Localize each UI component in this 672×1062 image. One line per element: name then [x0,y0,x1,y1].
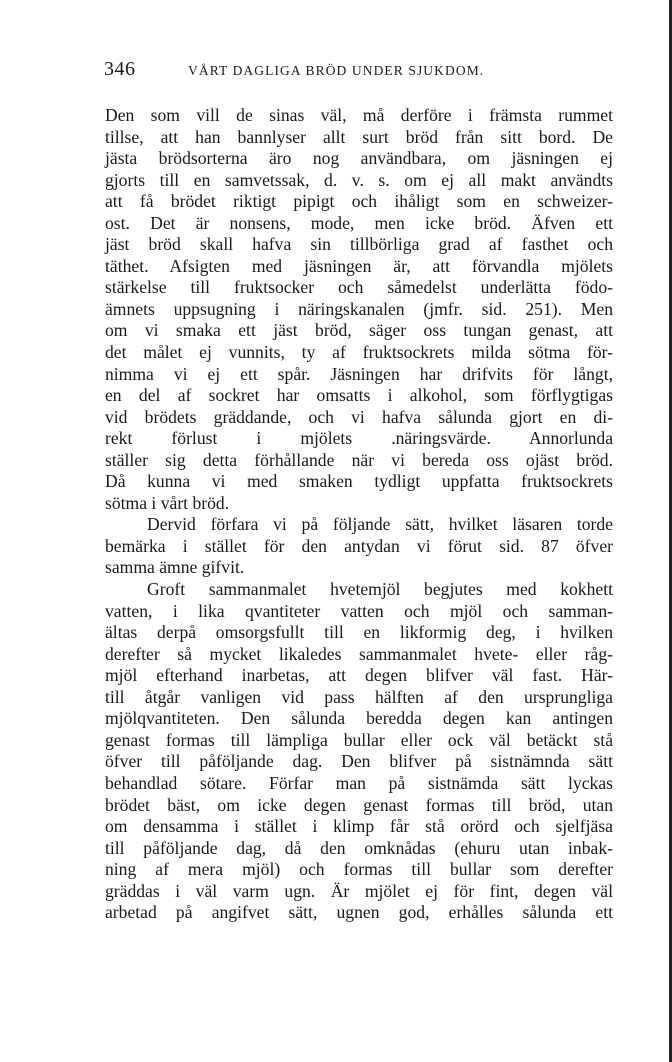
text-line: mjölqvantiteten. Den sålunda beredda degen kan antingen [105,708,613,729]
text-line: gjorts till en samvetssak, d. v. s. om ej all makt användts [105,169,613,190]
text-line: ost. Det är nonsens, mode, men icke bröd. Äfven ett [105,212,613,233]
text-line: ställer sig detta förhållande när vi bereda oss ojäst bröd. [105,449,613,470]
text-line: tillse, att han bannlyser allt surt bröd från sitt bord. De [105,126,613,147]
text-line: arbetad på angifvet sätt, ugnen god, erhålles sålunda ett [105,902,613,923]
text-line: vatten, i lika qvantiteter vatten och mjöl och samman- [105,600,613,621]
text-line: det målet ej vunnits, ty af fruktsockrets milda sötma för- [105,342,613,363]
text-line: nimma vi ej ett spår. Jäsningen har drifvits för långt, [105,363,613,384]
text-line: ning af mera mjöl) och formas till bullar som derefter [105,859,613,880]
text-line: jästa brödsorterna äro nog användbara, om jäsningen ej [105,148,613,169]
text-line: behandlad sötare. Förfar man på sistnämda sätt lyckas [105,772,613,793]
page-header [104,58,616,88]
text-line: bemärka i stället för den antydan vi förut sid. 87 öfver [105,535,613,556]
text-line: vid brödets gräddande, och vi hafva sålunda gjort en di- [105,406,613,427]
text-line: en del af sockret har omsatts i alkohol, som förflygtigas [105,385,613,406]
text-line: derefter så mycket likaledes sammanmalet hvete- eller råg- [105,643,613,664]
text-line: om densamma i stället i klimp får stå orörd och sjelfjäsa [105,816,613,837]
text-line: Groft sammanmalet hvetemjöl begjutes med kokhett [147,579,613,600]
text-line: att få brödet riktigt pipigt och ihåligt som en schweizer- [105,191,613,212]
text-line: rekt förlust i mjölets .näringsvärde. Annorlunda [105,428,613,449]
text-line: sötma i vårt bröd. [105,492,230,513]
body-text [105,105,613,924]
text-line: Dervid förfara vi på följande sätt, hvilket läsaren torde [147,514,613,535]
text-line: ämnets uppsugning i näringskanalen (jmfr. sid. 251). Men [105,298,613,319]
text-line: täthet. Afsigten med jäsningen är, att förvandla mjölets [105,255,613,276]
text-line: öfver till påföljande dag. Den blifver på sistnämnda sätt [105,751,613,772]
text-line: samma ämne gifvit. [105,557,245,578]
page-number: 346 [104,58,136,80]
running-title: VÅRT DAGLIGA BRÖD UNDER SJUKDOM. [188,63,485,78]
text-line: stärkelse till fruktsocker och såmedelst underlätta födo- [105,277,613,298]
text-line: Då kunna vi med smaken tydligt uppfatta fruktsockrets [105,471,613,492]
text-line: ältas derpå omsorgsfullt till en likformig deg, i hvilken [105,622,613,643]
text-line: genast formas till lämpliga bullar eller ock väl betäckt stå [105,729,613,750]
text-line: gräddas i väl varm ugn. Är mjölet ej för fint, degen väl [105,880,613,901]
text-line: mjöl efterhand inarbetas, att degen blifver väl fast. Här- [105,665,613,686]
text-line: till påföljande dag, då den omknådas (ehuru utan inbak- [105,837,613,858]
text-line: jäst bröd skall hafva sin tillbörliga grad af fasthet och [105,234,613,255]
text-line: om vi smaka ett jäst bröd, säger oss tungan genast, att [105,320,613,341]
text-line: Den som vill de sinas väl, må derföre i främsta rummet [105,105,613,125]
text-line: brödet bäst, om icke degen genast formas till bröd, utan [105,794,613,815]
text-line: till åtgår vanligen vid pass hälften af den ursprungliga [105,686,613,707]
